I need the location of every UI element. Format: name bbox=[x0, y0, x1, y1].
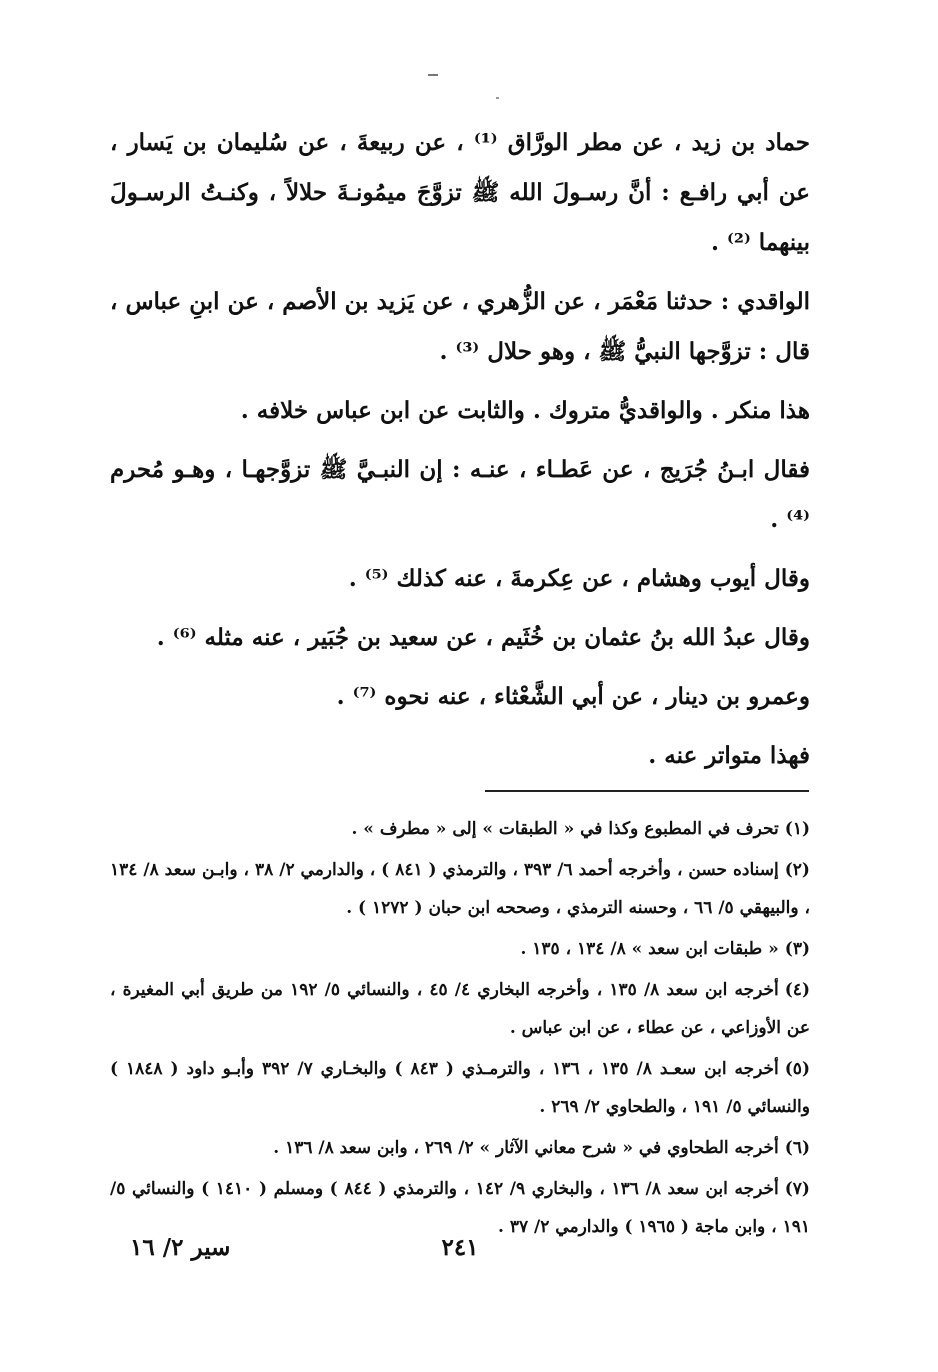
paragraph: فقال ابـنُ جُرَيج ، عن عَطـاء ، عنـه : إن النبـيَّ ﷺ تزوَّجهـا ، وهـو مُحرم ⁽⁴⁾ . bbox=[110, 456, 810, 533]
page-number: ٢٤١ bbox=[441, 1234, 479, 1261]
footnote-text: « طبقات ابن سعد » ٨/ ١٣٤ ، ١٣٥ . bbox=[520, 939, 779, 959]
footnote-number: (٤) bbox=[784, 980, 810, 1000]
paragraph: هذا منكر . والواقديُّ متروك . والثابت عن ابن عباس خلافه . bbox=[240, 397, 810, 424]
footnote-text: إسناده حسن ، وأخرجه أحمد ٦/ ٣٩٣ ، والترمذي ( ٨٤١ ) ، والدارمي ٢/ ٣٨ ، وابـن سعد ٨/ ١٣٤ ، والبيهقي ٥/ ٦٦ ، وحسنه الترمذي ، وصححه ابن حبان ( ١٢٧٢ ) . bbox=[110, 860, 810, 918]
footnote-number: (٣) bbox=[784, 939, 810, 959]
page-speck bbox=[496, 97, 499, 99]
main-text bbox=[110, 118, 810, 790]
footnote-number: (٧) bbox=[784, 1179, 810, 1199]
footnote-number: (٦) bbox=[784, 1138, 810, 1158]
footnote bbox=[110, 851, 810, 927]
footnote-number: (٢) bbox=[784, 860, 810, 880]
printer-signature: سير ٢/ ١٦ bbox=[130, 1234, 231, 1261]
paragraph: الواقدي : حدثنا مَعْمَر ، عن الزُّهري ، عن يَزيد بن الأصم ، عن ابنِ عباس ، قال : تزوَّجها النبيُّ ﷺ ، وهو حلال ⁽³⁾ . bbox=[110, 288, 810, 365]
paragraph: حماد بن زيد ، عن مطر الورَّاق ⁽¹⁾ ، عن ربيعةَ ، عن سُليمان بن يَسار ، عن أبي رافـع : أنَّ رسـولَ الله ﷺ تزوَّجَ ميمُونـةَ حلالاً ، وكنـتُ الرسـولَ بينهما ⁽²⁾ . bbox=[110, 129, 811, 256]
footnote-number: (٥) bbox=[784, 1059, 810, 1079]
footnote bbox=[110, 1129, 810, 1167]
footnote-text: تحرف في المطبوع وكذا في « الطبقات » إلى « مطرف » . bbox=[351, 819, 779, 839]
paragraph: وعمرو بن دينار ، عن أبي الشَّعْثاء ، عنه نحوه ⁽⁷⁾ . bbox=[336, 683, 810, 710]
footnote-text: أخرجه الطحاوي في « شرح معاني الآثار » ٢/ ٢٦٩ ، وابن سعد ٨/ ١٣٦ . bbox=[273, 1138, 779, 1158]
paragraph: وقال عبدُ الله بنُ عثمان بن خُثَيم ، عن سعيد بن جُبَير ، عنه مثله ⁽⁶⁾ . bbox=[156, 624, 810, 651]
footnote-number: (١) bbox=[784, 819, 810, 839]
footnote bbox=[110, 971, 810, 1047]
paragraph: وقال أيوب وهشام ، عن عِكرمةَ ، عنه كذلك ⁽⁵⁾ . bbox=[348, 565, 810, 592]
footnote-separator bbox=[485, 790, 809, 792]
page-speck bbox=[428, 74, 438, 76]
footnote bbox=[110, 930, 810, 968]
footnote bbox=[110, 810, 810, 848]
footnote-text: أخرجه ابن سعد ٨/ ١٣٦ ، والبخاري ٩/ ١٤٢ ، والترمذي ( ٨٤٤ ) ومسلم ( ١٤١٠ ) والنسائي ٥/ ١٩١ ، وابن ماجة ( ١٩٦٥ ) والدارمي ٢/ ٣٧ . bbox=[110, 1179, 810, 1237]
footnote bbox=[110, 1050, 810, 1126]
footnote-text: أخرجه ابن سعد ٨/ ١٣٥ ، وأخرجه البخاري ٤/ ٤٥ ، والنسائي ٥/ ١٩٢ من طريق أبي المغيرة ، عن الأوزاعي ، عن عطاء ، عن ابن عباس . bbox=[110, 980, 810, 1038]
footnote-text: أخرجه ابن سعـد ٨/ ١٣٥ ، ١٣٦ ، والترمـذي ( ٨٤٣ ) والبخـاري ٧/ ٣٩٢ وأبـو داود ( ١٨٤٨ ) والنسائي ٥/ ١٩١ ، والطحاوي ٢/ ٢٦٩ . bbox=[110, 1059, 810, 1117]
footnotes bbox=[110, 810, 810, 1249]
paragraph: فهذا متواتر عنه . bbox=[648, 742, 810, 769]
page-footer bbox=[110, 1234, 810, 1274]
